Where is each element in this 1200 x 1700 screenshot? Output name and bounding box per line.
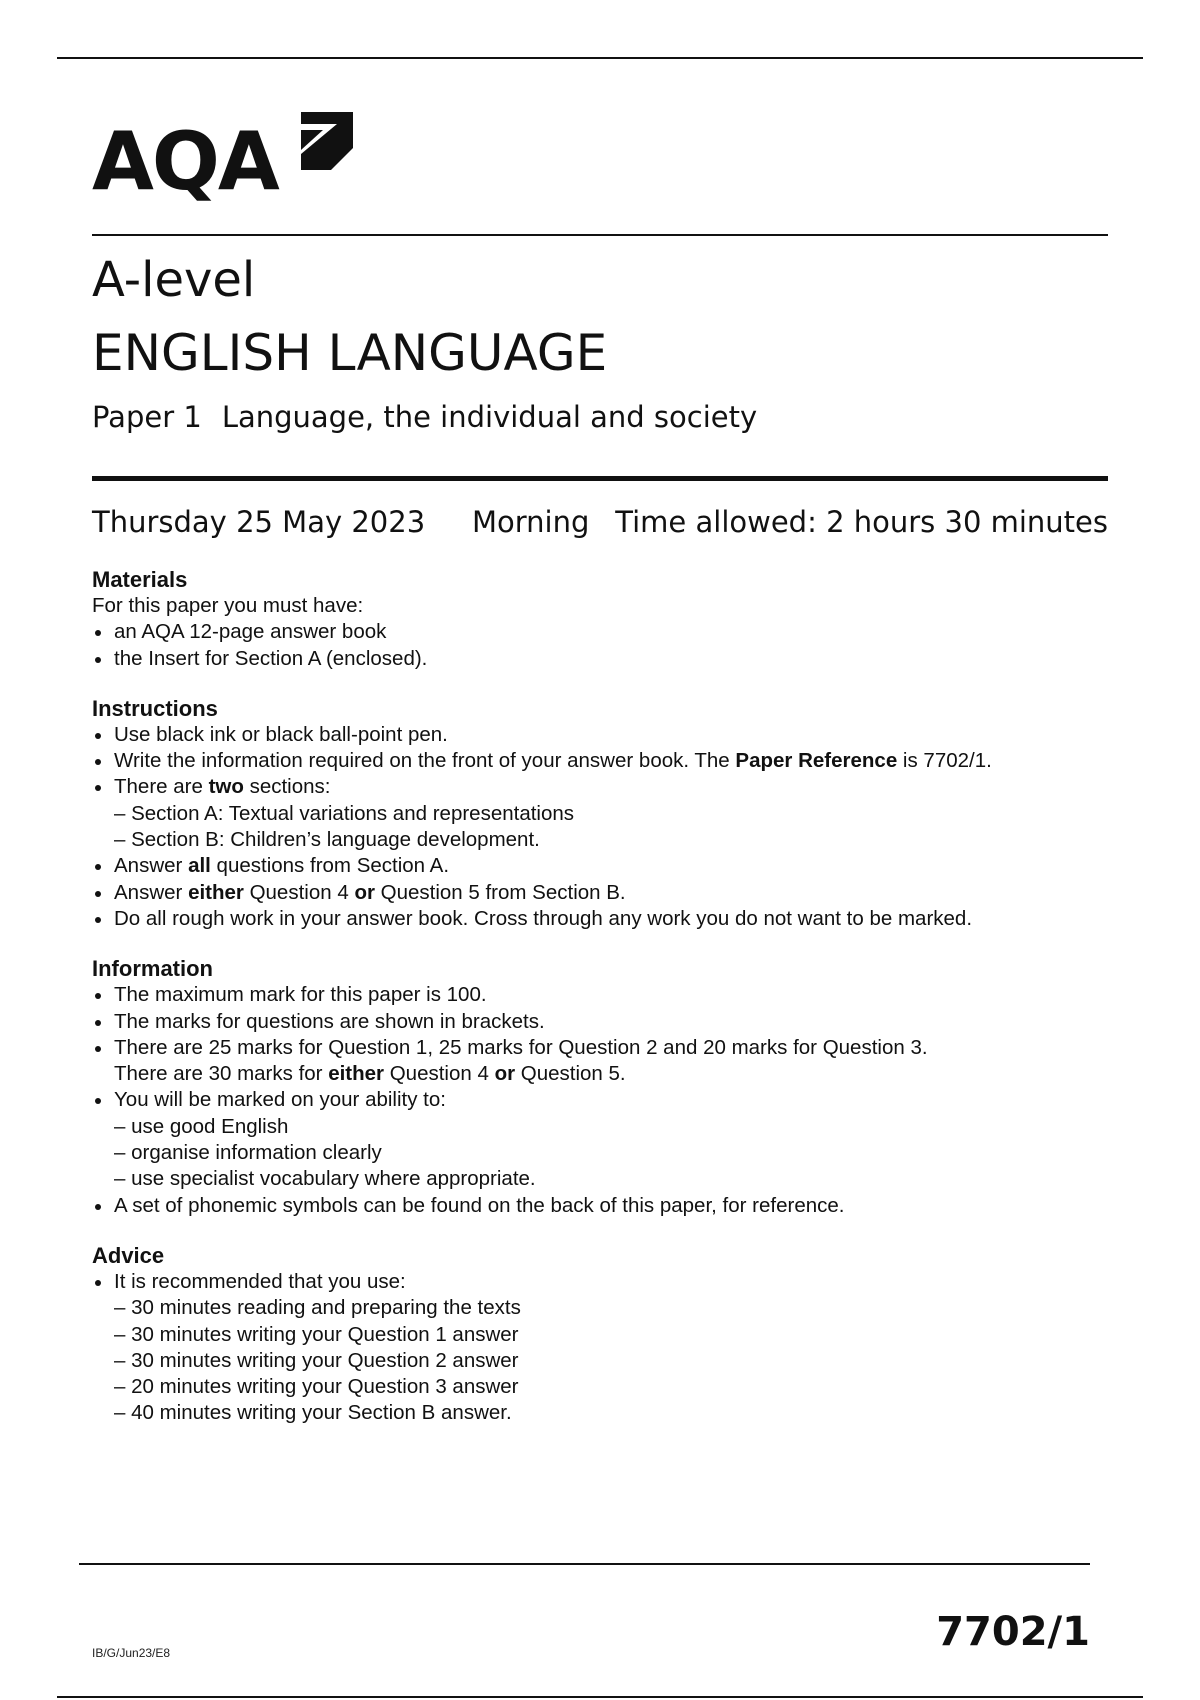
sub-item: – use good English [114, 1114, 289, 1138]
list-item: There are two sections: – Section A: Textual variations and representations – Section B: Children’s language development. [92, 774, 1112, 853]
materials-heading: Materials [92, 567, 188, 592]
materials-intro: For this paper you must have: [92, 594, 364, 617]
information-heading: Information [92, 956, 213, 982]
sub-item: – 20 minutes writing your Question 3 answer [114, 1375, 519, 1399]
advice-list [92, 1269, 1112, 1427]
list-item: Use black ink or black ball-point pen. [92, 722, 1112, 748]
list-item: You will be marked on your ability to: – use good English – organise information clearly – use specialist vocabulary where appropriate. [92, 1087, 1112, 1192]
footer-rule [79, 1563, 1090, 1565]
qualification-level: A-level [92, 252, 256, 308]
logo-divider [92, 234, 1108, 236]
exam-session: Morning [472, 505, 590, 539]
aqa-logo-mark-icon [297, 110, 357, 172]
sub-item: – Section A: Textual variations and representations [114, 801, 575, 825]
aqa-logo-text: AQA [92, 115, 278, 208]
materials-section [92, 567, 1112, 672]
list-item: Write the information required on the front of your answer book. The Paper Reference is 7702/1. [92, 748, 1112, 774]
sub-item: – 30 minutes reading and preparing the texts [114, 1296, 521, 1320]
instructions-section [92, 696, 1112, 932]
document-reference: IB/G/Jun23/E8 [92, 1646, 171, 1660]
sub-item: – use specialist vocabulary where appropriate. [114, 1167, 536, 1191]
information-list [92, 982, 1112, 1219]
list-item: It is recommended that you use: – 30 minutes reading and preparing the texts – 30 minutes writing your Question 1 answer – 30 minutes writing your Question 2 answer – 20 minutes writing your Question 3 answer – 40 minutes writing your Section B answer. [92, 1269, 1112, 1427]
sub-item: – 40 minutes writing your Section B answer. [114, 1401, 512, 1425]
list-item: Do all rough work in your answer book. Cross through any work you do not want to be marked. [92, 906, 1112, 932]
subject-title: ENGLISH LANGUAGE [92, 324, 608, 382]
sub-item: – organise information clearly [114, 1141, 382, 1165]
aqa-logo [92, 110, 362, 210]
cover-instructions [92, 567, 1112, 1451]
list-item: There are 25 marks for Question 1, 25 marks for Question 2 and 20 marks for Question 3. There are 30 marks for either Question 4 or Question 5. [92, 1035, 1112, 1088]
list-item: Answer all questions from Section A. [92, 853, 1112, 879]
header-divider [92, 476, 1108, 481]
materials-list [92, 619, 1112, 672]
top-rule [57, 57, 1143, 59]
list-item: The marks for questions are shown in brackets. [92, 1009, 1112, 1035]
paper-name: Language, the individual and society [221, 400, 758, 434]
advice-section [92, 1243, 1112, 1427]
list-item: an AQA 12-page answer book [92, 619, 1112, 645]
sub-item: – Section B: Children’s language development. [114, 828, 540, 852]
exam-date: Thursday 25 May 2023 [92, 505, 426, 539]
advice-heading: Advice [92, 1242, 165, 1268]
list-item: Answer either Question 4 or Question 5 from Section B. [92, 880, 1112, 906]
paper-code: 7702/1 [936, 1609, 1090, 1655]
paper-title [92, 400, 758, 434]
instructions-list [92, 722, 1112, 932]
bottom-rule [57, 1696, 1143, 1698]
sub-item: – 30 minutes writing your Question 2 answer [114, 1348, 519, 1372]
sub-item: – 30 minutes writing your Question 1 answer [114, 1322, 519, 1346]
list-item: The maximum mark for this paper is 100. [92, 982, 1112, 1008]
paper-number: Paper 1 [92, 400, 202, 434]
instructions-heading: Instructions [92, 695, 218, 721]
list-item: A set of phonemic symbols can be found on the back of this paper, for reference. [92, 1193, 1112, 1219]
list-item: the Insert for Section A (enclosed). [92, 646, 1112, 672]
time-allowed: Time allowed: 2 hours 30 minutes [615, 505, 1108, 539]
information-section [92, 956, 1112, 1219]
